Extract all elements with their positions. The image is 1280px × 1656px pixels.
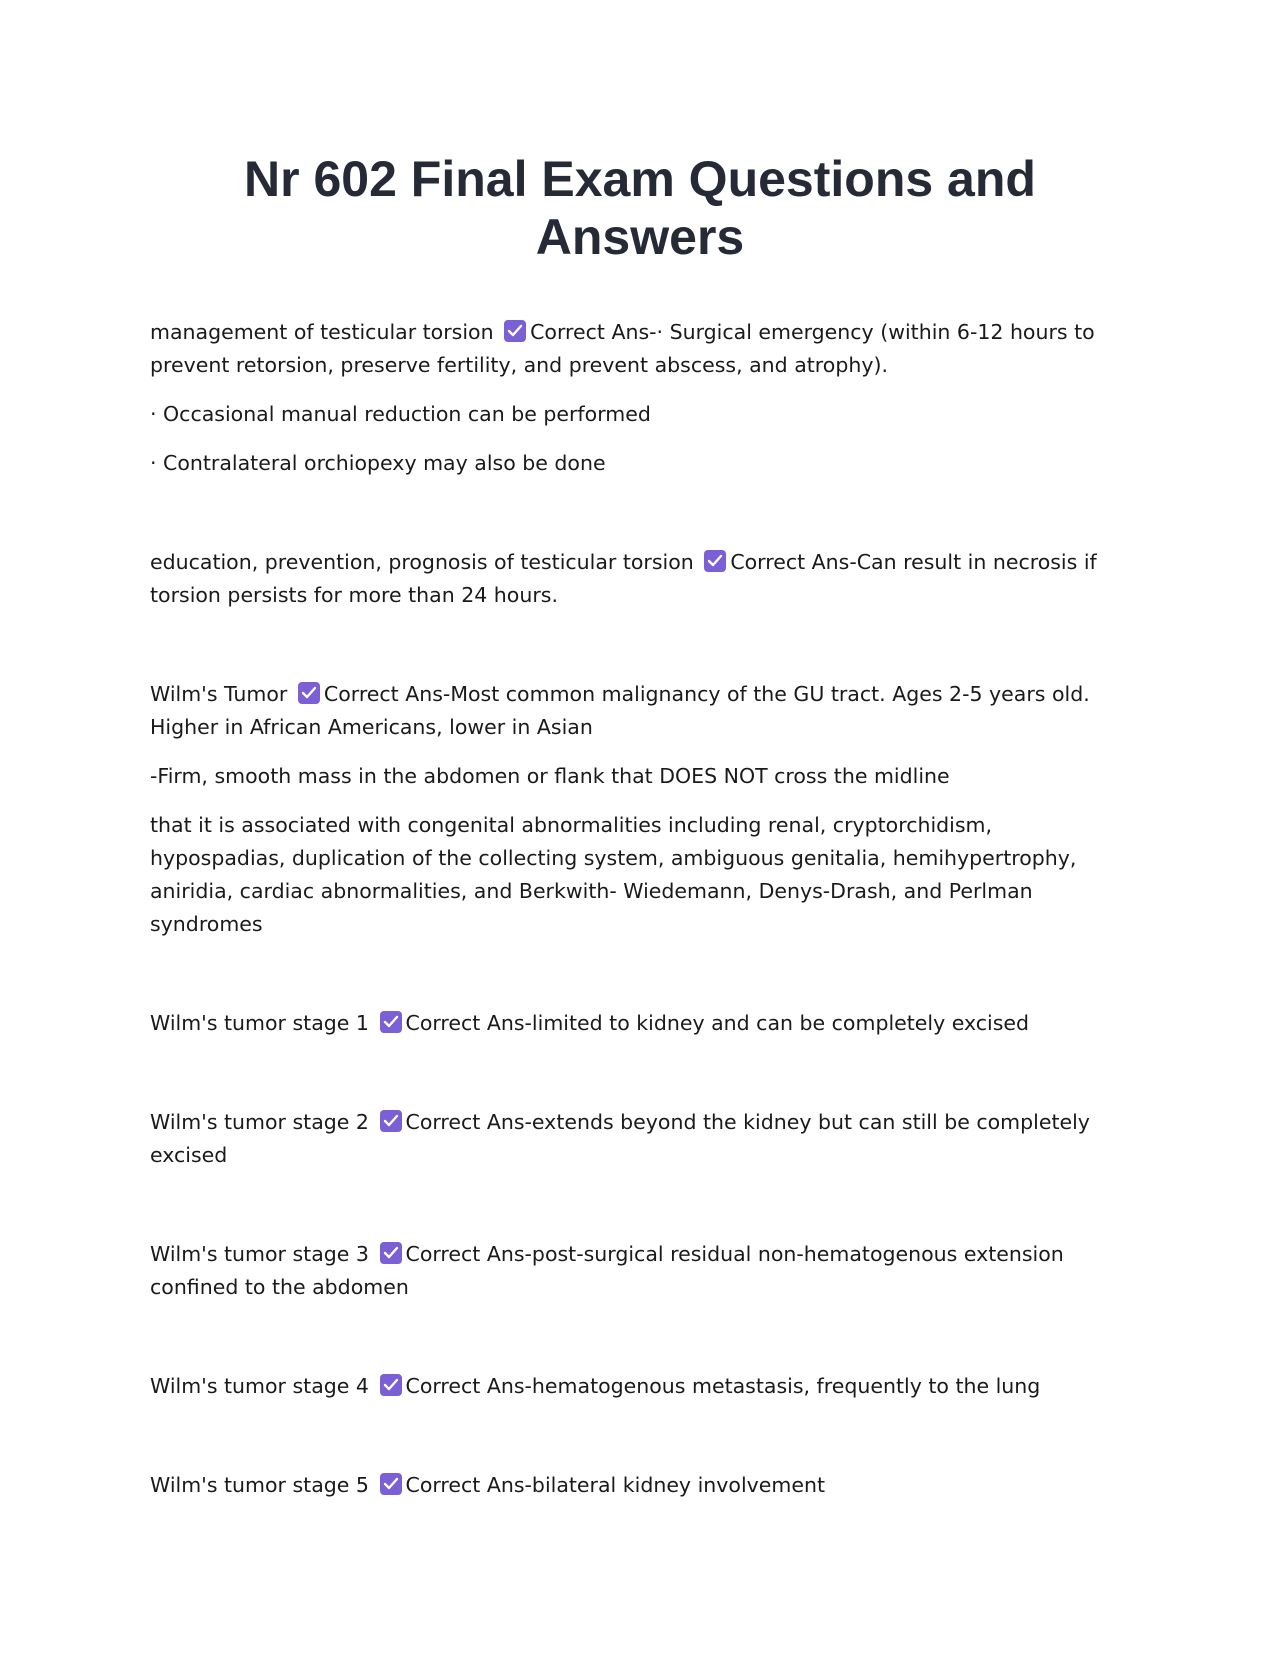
answer-text: Correct Ans-hematogenous metastasis, frequently to the lung [405, 1374, 1041, 1398]
check-box-icon [380, 1110, 402, 1132]
check-box-icon [298, 682, 320, 704]
check-box-icon [504, 320, 526, 342]
qa-entry [150, 1007, 1130, 1040]
document-body [150, 316, 1130, 1502]
answer-text: Correct Ans-limited to kidney and can be completely excised [405, 1011, 1030, 1035]
question-term: Wilm's tumor stage 2 [150, 1110, 369, 1134]
qa-entry [150, 1469, 1130, 1502]
qa-entry [150, 678, 1130, 744]
answer-text: Correct Ans-post-surgical residual non-hematogenous extension confined to the abdomen [150, 1242, 1064, 1299]
check-box-icon [380, 1011, 402, 1033]
answer-text: Correct Ans-bilateral kidney involvement [405, 1473, 825, 1497]
check-box-icon [380, 1242, 402, 1264]
answer-text: Correct Ans-Can result in necrosis if torsion persists for more than 24 hours. [150, 550, 1097, 607]
question-term: Wilm's Tumor [150, 682, 288, 706]
qa-entry [150, 316, 1130, 382]
answer-text: Correct Ans-Most common malignancy of the GU tract. Ages 2-5 years old. Higher in African Americans, lower in Asian [150, 682, 1090, 739]
question-term: Wilm's tumor stage 4 [150, 1374, 369, 1398]
question-term: management of testicular torsion [150, 320, 494, 344]
qa-entry [150, 1106, 1130, 1172]
document-title: Nr 602 Final Exam Questions and Answers [244, 151, 1036, 265]
answer-note: -Firm, smooth mass in the abdomen or flank that DOES NOT cross the midline [150, 764, 950, 788]
question-term: Wilm's tumor stage 1 [150, 1011, 369, 1035]
question-term: education, prevention, prognosis of testicular torsion [150, 550, 694, 574]
answer-text: Correct Ans-extends beyond the kidney but can still be completely excised [150, 1110, 1090, 1167]
answer-note: · Occasional manual reduction can be performed [150, 402, 651, 426]
qa-entry [150, 1238, 1130, 1304]
answer-text: Correct Ans-· Surgical emergency (within 6-12 hours to prevent retorsion, preserve fertility, and prevent abscess, and atrophy). [150, 320, 1095, 377]
answer-note: that it is associated with congenital abnormalities including renal, cryptorchidism, hypospadias, duplication of the collecting system, ambiguous genitalia, hemihypertrophy, aniridia, cardiac abnormalities, and Berkwith- Wiedemann, Denys-Drash, and Perlman syndromes [150, 813, 1077, 936]
answer-note: · Contralateral orchiopexy may also be done [150, 451, 606, 475]
qa-entry [150, 1370, 1130, 1403]
check-box-icon [380, 1473, 402, 1495]
check-box-icon [704, 550, 726, 572]
question-term: Wilm's tumor stage 5 [150, 1473, 369, 1497]
check-box-icon [380, 1374, 402, 1396]
qa-entry [150, 546, 1130, 612]
question-term: Wilm's tumor stage 3 [150, 1242, 369, 1266]
